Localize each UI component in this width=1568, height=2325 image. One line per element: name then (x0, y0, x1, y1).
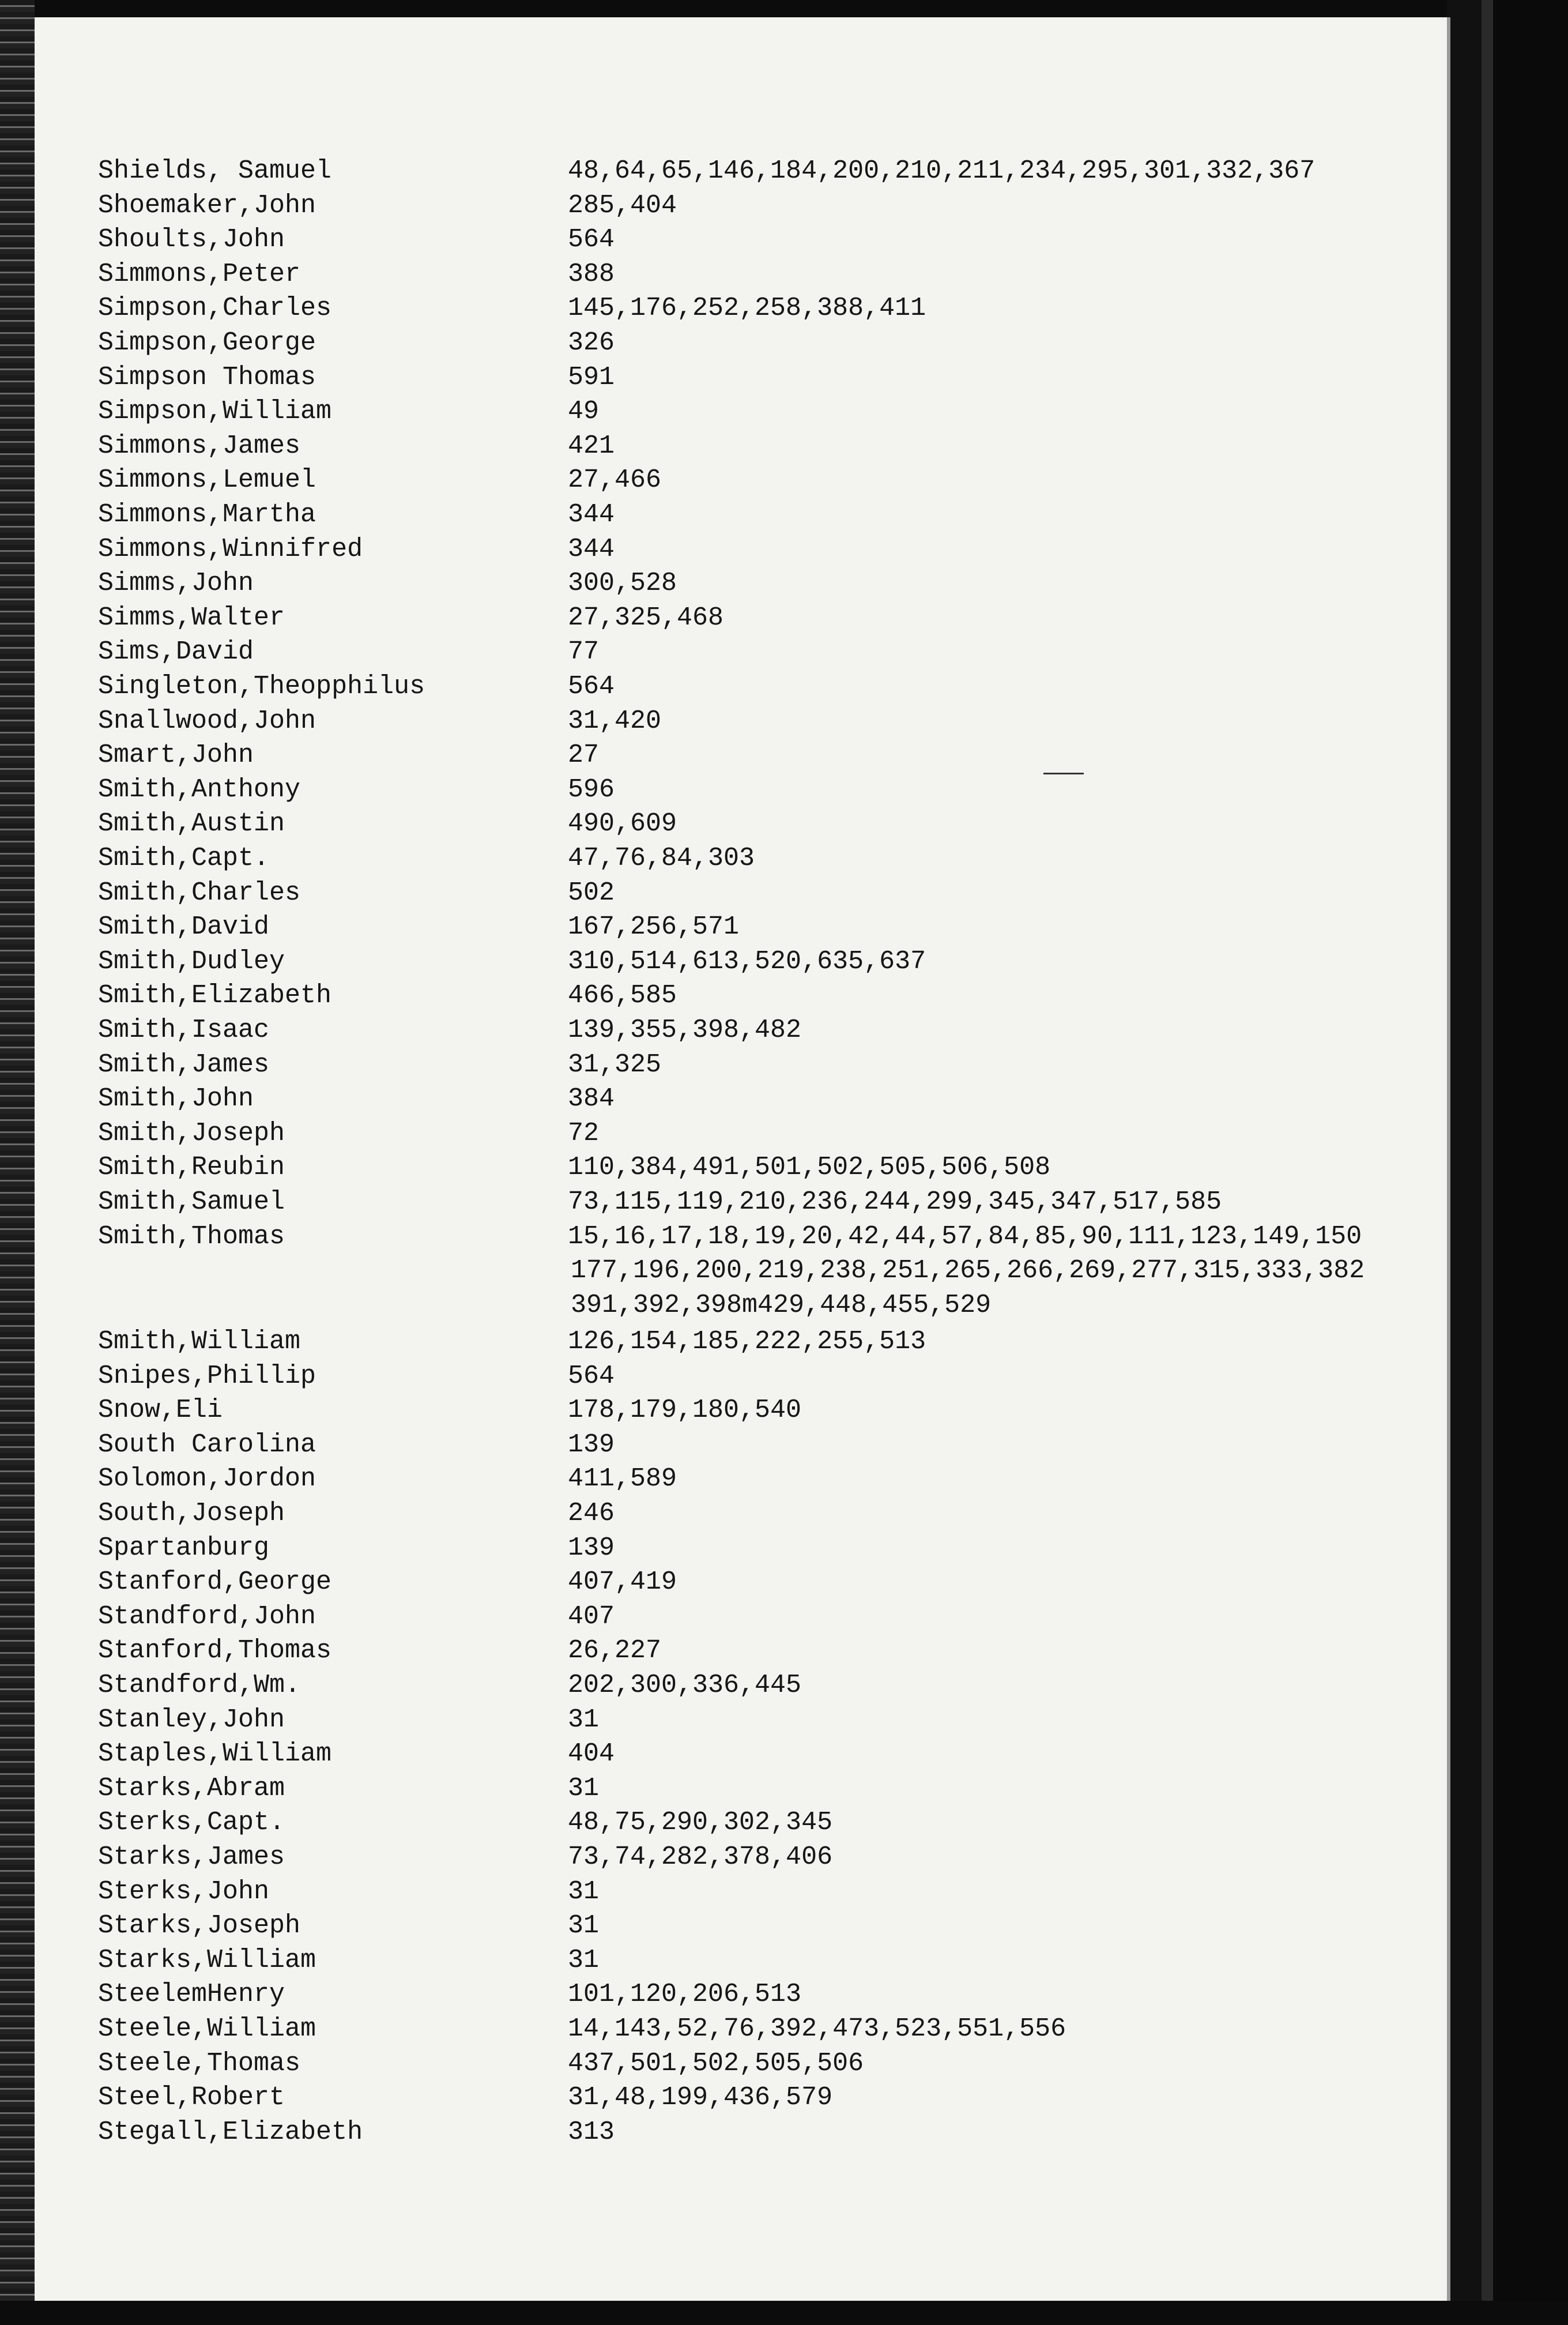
index-entry (0, 1944, 1412, 1977)
entry-name: Simmons,James (98, 431, 301, 461)
entry-pages: 246 (568, 1499, 615, 1528)
index-entry (0, 1014, 1412, 1047)
entry-name: Smith,James (98, 1050, 270, 1079)
entry-name: Smith,Austin (98, 809, 285, 838)
entry-pages: 26,227 (568, 1636, 662, 1665)
index-entry (0, 1909, 1412, 1943)
index-entry (0, 2116, 1412, 2149)
entry-name: Steele,William (98, 2014, 316, 2044)
index-entry (0, 1462, 1412, 1496)
index-entry (0, 1669, 1412, 1702)
index-entry (0, 911, 1412, 944)
index-entry (0, 498, 1412, 532)
index-entry (0, 945, 1412, 979)
entry-name: Smith,Elizabeth (98, 981, 332, 1010)
entry-name: Shoults,John (98, 225, 285, 254)
index-entry (0, 430, 1412, 463)
index-entry (0, 601, 1412, 635)
entry-name: Simmons,Lemuel (98, 465, 316, 495)
entry-name: Standford,Wm. (98, 1671, 301, 1700)
index-entry (0, 1497, 1412, 1530)
entry-name: South Carolina (98, 1430, 316, 1459)
entry-name: Smith,Thomas (98, 1222, 285, 1251)
index-entry (0, 223, 1412, 257)
entry-pages: 48,64,65,146,184,200,210,211,234,295,301,332,367 (568, 156, 1316, 186)
entry-name: Snallwood,John (98, 706, 316, 736)
entry-pages: 126,154,185,222,255,513 (568, 1327, 926, 1356)
entry-name: Staples,William (98, 1739, 332, 1769)
entry-pages: 466,585 (568, 981, 677, 1010)
entry-name: Simmons,Winnifred (98, 535, 363, 564)
entry-pages: 31 (568, 1946, 600, 1975)
index-entry (0, 1600, 1412, 1634)
index-entry (0, 1117, 1412, 1150)
index-entry (0, 635, 1412, 669)
entry-name: Stanley,John (98, 1705, 285, 1735)
index-entry (0, 1151, 1412, 1184)
index-entry (0, 155, 1412, 188)
index-entry (0, 1841, 1412, 1874)
entry-name: Spartanburg (98, 1533, 270, 1563)
entry-pages: 48,75,290,302,345 (568, 1808, 833, 1837)
entry-pages: 404 (568, 1739, 615, 1769)
entry-name: Simpson,Charles (98, 294, 332, 323)
index-entry (0, 292, 1412, 325)
entry-name: Stanford,George (98, 1567, 332, 1597)
entry-pages: 31,420 (568, 706, 662, 736)
entry-name: Steel,Robert (98, 2083, 285, 2112)
entry-name: Smith,Samuel (98, 1187, 285, 1217)
entry-name: Smith,Isaac (98, 1015, 270, 1045)
entry-pages: 564 (568, 672, 615, 701)
entry-name: Sterks,Capt. (98, 1808, 285, 1837)
entry-name: Standford,John (98, 1602, 316, 1631)
entry-pages: 31 (568, 1774, 600, 1803)
entry-name: Solomon,Jordon (98, 1464, 316, 1493)
index-entry (0, 1875, 1412, 1909)
entry-name: Starks,James (98, 1842, 285, 1872)
entry-name: Simms,Walter (98, 603, 285, 633)
index-entry (0, 1737, 1412, 1771)
index-entry (0, 464, 1412, 497)
index-entry (0, 533, 1412, 566)
entry-pages: 344 (568, 535, 615, 564)
entry-pages: 178,179,180,540 (568, 1395, 802, 1425)
entry-name: Snipes,Phillip (98, 1361, 316, 1391)
entry-pages: 145,176,252,258,388,411 (568, 294, 926, 323)
entry-pages: 285,404 (568, 191, 677, 220)
index-entry (0, 1394, 1412, 1427)
entry-pages: 490,609 (568, 809, 677, 838)
entry-name: Smart,John (98, 740, 254, 770)
index-entry (0, 1048, 1412, 1082)
entry-name: Smith,Anthony (98, 775, 301, 804)
entry-pages: 313 (568, 2117, 615, 2147)
entry-name: Simpson,George (98, 328, 316, 358)
entry-pages: 77 (568, 637, 600, 667)
index-entry (0, 670, 1412, 703)
entry-pages: 139 (568, 1533, 615, 1563)
scan-top-border (0, 0, 1568, 17)
entry-name: Starks,William (98, 1946, 316, 1975)
index-entry (0, 326, 1412, 360)
entry-name: Simms,John (98, 569, 254, 598)
entry-name: Smith,Charles (98, 878, 301, 908)
entry-pages: 384 (568, 1084, 615, 1113)
entry-pages: 73,74,282,378,406 (568, 1842, 833, 1872)
entry-name: Stegall,Elizabeth (98, 2117, 363, 2147)
index-entry (0, 2047, 1412, 2081)
entry-pages: 407,419 (568, 1567, 677, 1597)
index-entry (0, 773, 1412, 807)
entry-name: Simmons,Peter (98, 259, 301, 289)
entry-name: Smith,Reubin (98, 1153, 285, 1182)
scan-bottom-border (0, 2301, 1568, 2325)
index-entry (0, 1360, 1412, 1393)
entry-name: Shields, Samuel (98, 156, 332, 186)
entry-name: Starks,Abram (98, 1774, 285, 1803)
index-entry (0, 979, 1412, 1013)
index-entry (0, 2081, 1412, 2115)
entry-pages: 73,115,119,210,236,244,299,345,347,517,585 (568, 1187, 1222, 1217)
entry-pages: 564 (568, 225, 615, 254)
entry-pages: 502 (568, 878, 615, 908)
index-entry (0, 1220, 1412, 1254)
index-entry (0, 1082, 1412, 1116)
entry-pages: 388 (568, 259, 615, 289)
entry-pages: 14,143,52,76,392,473,523,551,556 (568, 2014, 1066, 2044)
entry-pages: 300,528 (568, 569, 677, 598)
entry-pages: 31 (568, 1705, 600, 1735)
entry-name: Stanford,Thomas (98, 1636, 332, 1665)
entry-name: Snow,Eli (98, 1395, 223, 1425)
entry-pages: 101,120,206,513 (568, 1980, 802, 2009)
index-entry (0, 1325, 1412, 1359)
index-entry (0, 807, 1412, 841)
entry-pages: 202,300,336,445 (568, 1671, 802, 1700)
entry-pages: 139,355,398,482 (568, 1015, 802, 1045)
index-entry (0, 1634, 1412, 1668)
entry-pages: 72 (568, 1119, 600, 1148)
entry-pages: 421 (568, 431, 615, 461)
entry-name: SteelemHenry (98, 1980, 285, 2009)
entry-name: Simpson Thomas (98, 363, 316, 392)
entry-pages: 27 (568, 740, 600, 770)
entry-pages: 344 (568, 500, 615, 529)
entry-pages: 110,384,491,501,502,505,506,508 (568, 1153, 1051, 1182)
entry-name: Sterks,John (98, 1877, 270, 1906)
entry-name: Smith,John (98, 1084, 254, 1113)
index-entry (0, 1806, 1412, 1839)
entry-pages: 591 (568, 363, 615, 392)
entry-pages: 596 (568, 775, 615, 804)
entry-pages: 47,76,84,303 (568, 844, 755, 873)
entry-pages: 31 (568, 1877, 600, 1906)
index-entry (0, 1772, 1412, 1805)
entry-pages: 310,514,613,520,635,637 (568, 947, 926, 976)
entry-pages: 49 (568, 397, 600, 426)
entry-name: Smith,David (98, 912, 270, 942)
entry-name: Steele,Thomas (98, 2049, 301, 2078)
index-entry (0, 1428, 1412, 1462)
entry-pages: 167,256,571 (568, 912, 740, 942)
entry-name: Smith,Dudley (98, 947, 285, 976)
entry-name: Simmons,Martha (98, 500, 316, 529)
index-entry (0, 842, 1412, 875)
entry-pages: 564 (568, 1361, 615, 1391)
scan-right-border (1447, 0, 1568, 2325)
index-entry (0, 1186, 1412, 1219)
entry-name: Starks,Joseph (98, 1911, 301, 1940)
entry-pages-continuation: 391,392,398m429,448,455,529 (571, 1291, 992, 1320)
entry-name: Simpson,William (98, 397, 332, 426)
entry-name: Shoemaker,John (98, 191, 316, 220)
index-entry (0, 395, 1412, 428)
index-entry (0, 739, 1412, 772)
entry-name: Sims,David (98, 637, 254, 667)
entry-pages: 139 (568, 1430, 615, 1459)
entry-pages: 31,48,199,436,579 (568, 2083, 833, 2112)
index-entry (0, 1566, 1412, 1599)
index-entry (0, 705, 1412, 738)
entry-name: Smith,William (98, 1327, 301, 1356)
entry-pages: 31 (568, 1911, 600, 1940)
index-entry (0, 258, 1412, 291)
entry-name: Smith,Joseph (98, 1119, 285, 1148)
index-entry (0, 876, 1412, 910)
index-entry (0, 1703, 1412, 1737)
entry-name: South,Joseph (98, 1499, 285, 1528)
index-entry (0, 2012, 1412, 2046)
entry-name: Smith,Capt. (98, 844, 270, 873)
entry-pages: 27,325,468 (568, 603, 724, 633)
entry-pages-continuation: 177,196,200,219,238,251,265,266,269,277,315,333,382 (571, 1256, 1365, 1285)
index-entry (0, 567, 1412, 600)
entry-pages: 437,501,502,505,506 (568, 2049, 864, 2078)
entry-pages: 31,325 (568, 1050, 662, 1079)
index-entry (0, 361, 1412, 394)
entry-pages: 27,466 (568, 465, 662, 495)
index-entry (0, 1978, 1412, 2011)
entry-pages: 326 (568, 328, 615, 358)
entry-pages: 411,589 (568, 1464, 677, 1493)
entry-pages: 407 (568, 1602, 615, 1631)
index-entry (0, 189, 1412, 223)
entry-pages: 15,16,17,18,19,20,42,44,57,84,85,90,111,123,149,150 (568, 1222, 1362, 1251)
index-entry (0, 1532, 1412, 1565)
entry-name: Singleton,Theopphilus (98, 672, 425, 701)
